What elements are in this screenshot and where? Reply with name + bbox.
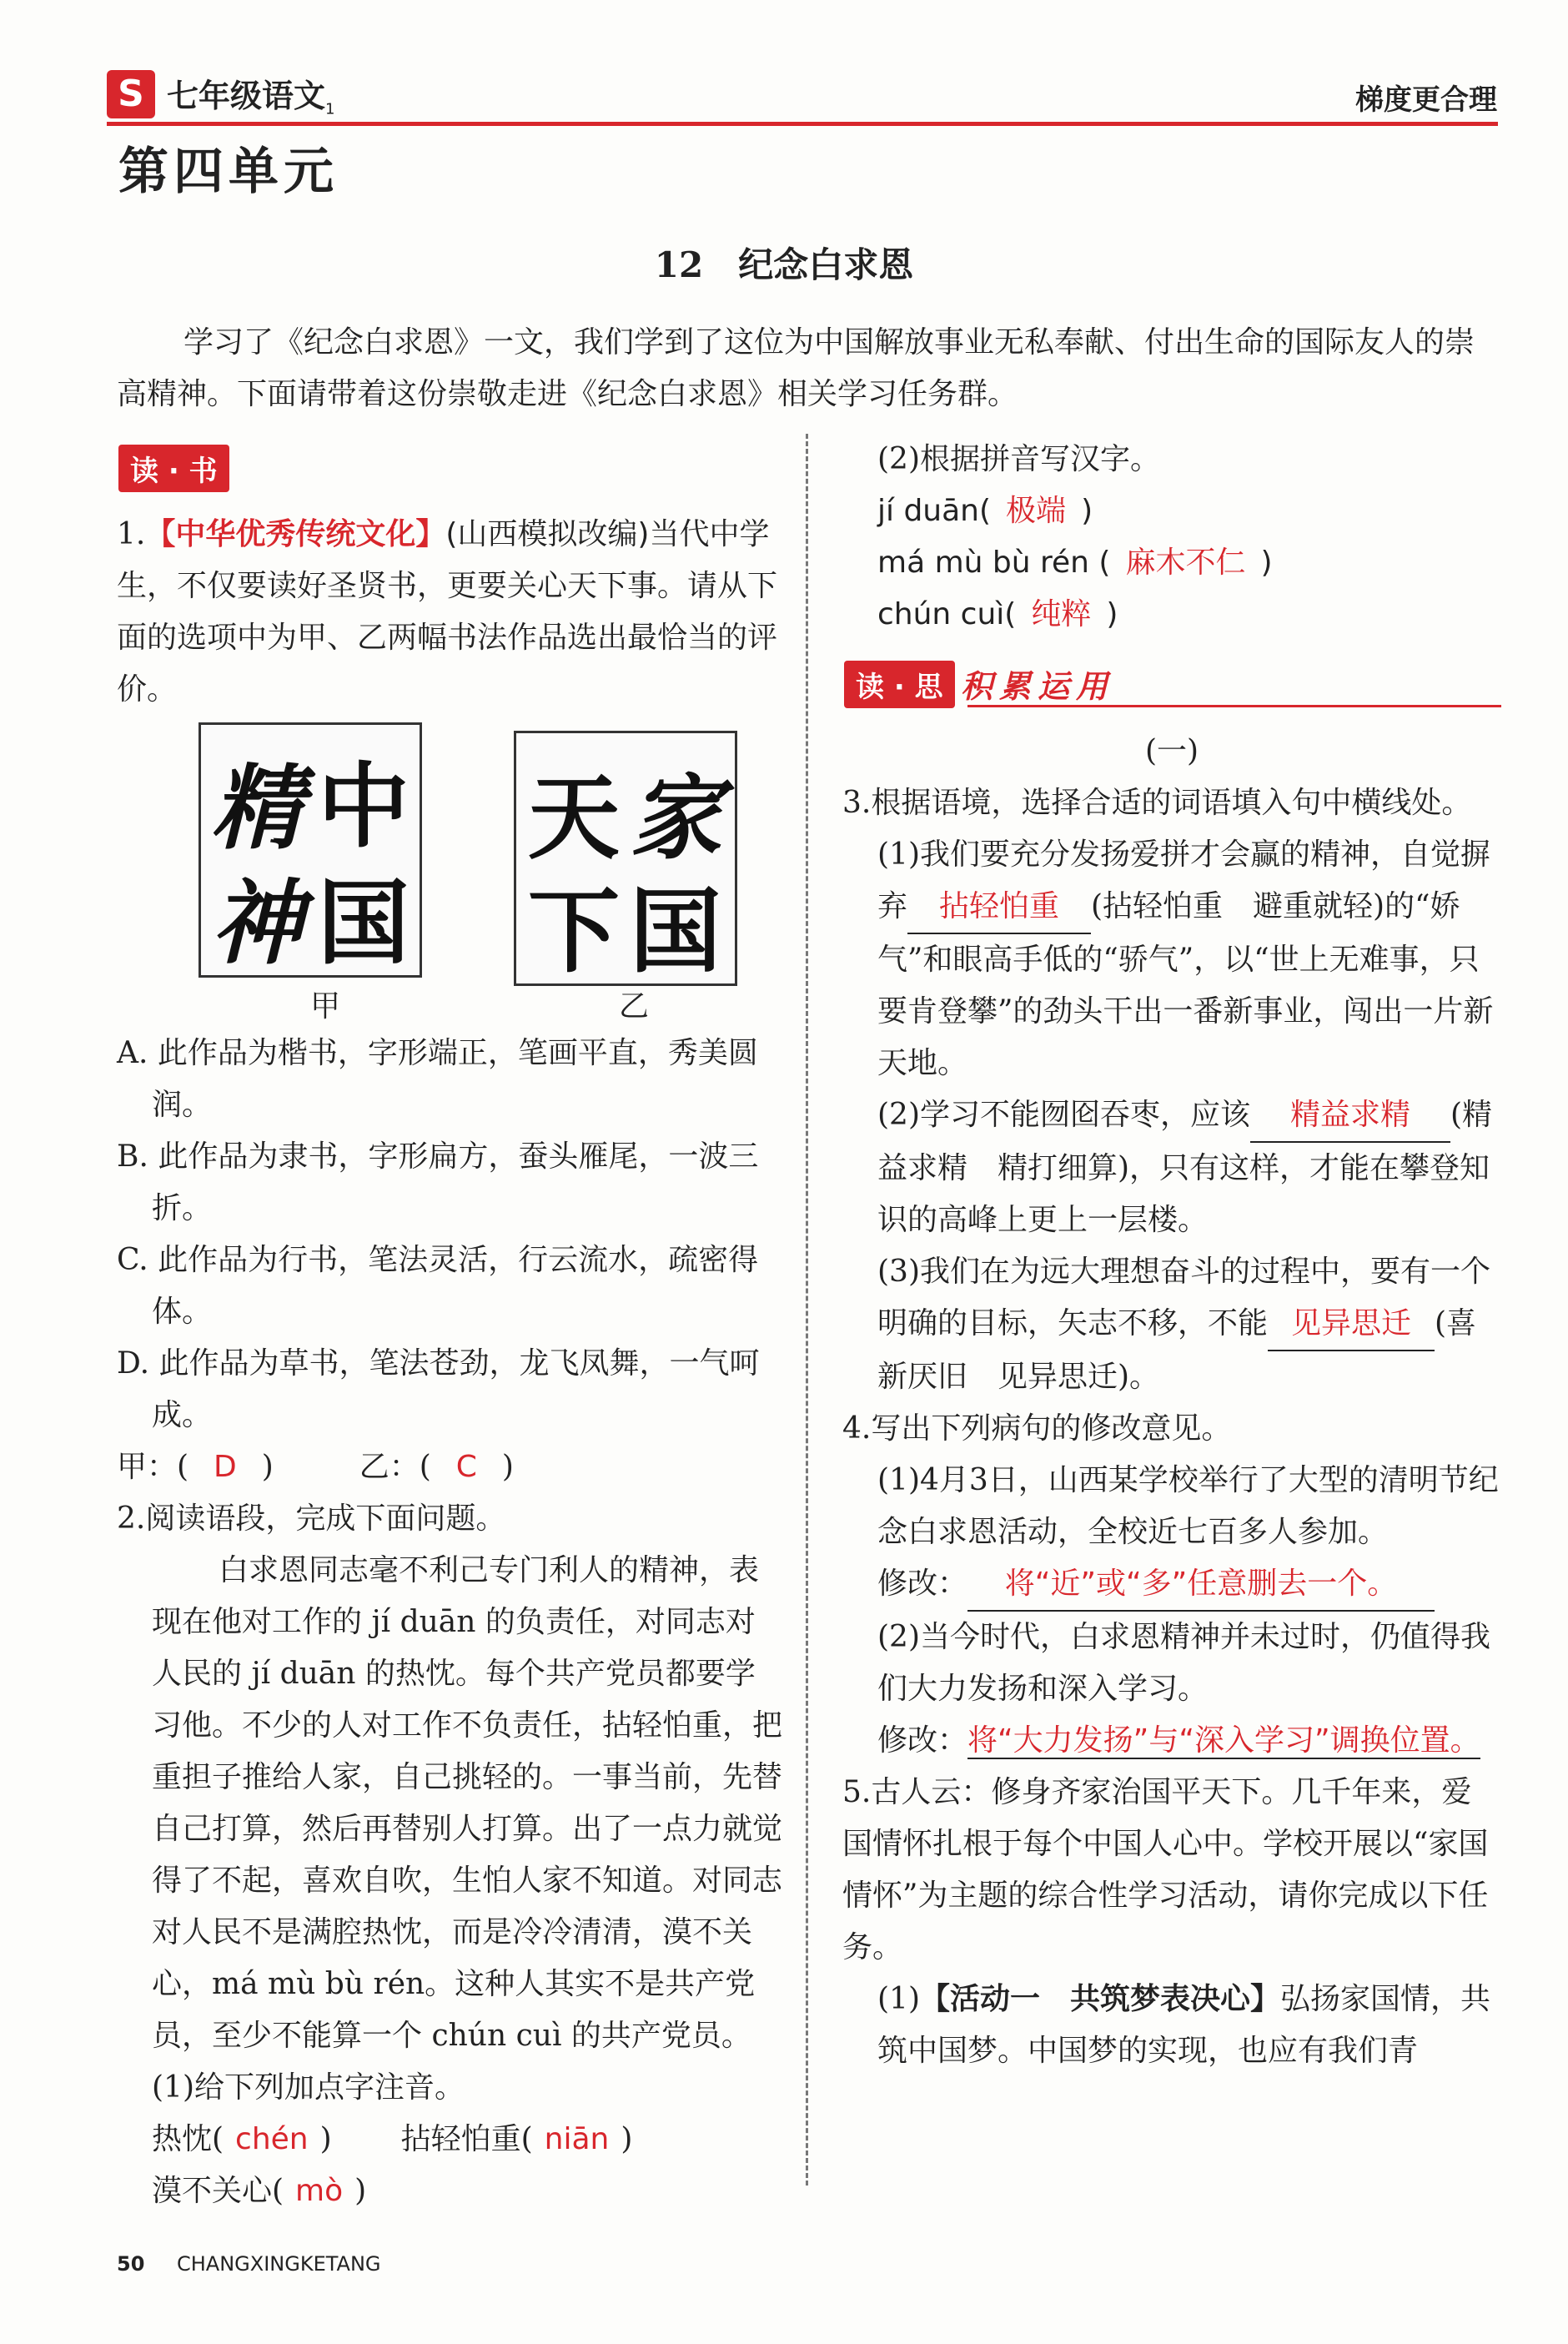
- calligraphy-image-yi: [514, 731, 737, 986]
- fix-answer-1: 将“近”或“多”任意删去一个。: [967, 1558, 1435, 1612]
- hanzi-answer-1: 极端: [1006, 494, 1067, 528]
- option-c: C. 此作品为行书，笔法灵活，行云流水，疏密得体。: [117, 1243, 759, 1329]
- q4-sentence-1: (1)4月3日，山西某学校举行了大型的清明节纪念白求恩活动，全校近七百多人参加。: [877, 1463, 1499, 1549]
- calligraphy-char: 下: [528, 878, 620, 985]
- q2-hanzi-1: jí duān( 极端 ): [877, 494, 1093, 528]
- word-3: 漠不关心(: [152, 2174, 284, 2208]
- answer-2: niān: [544, 2122, 610, 2156]
- caption-yi: 乙: [619, 989, 650, 1024]
- header-rule: [107, 122, 1498, 126]
- section-tag-apply: 积累运用: [961, 668, 1115, 705]
- question-3: [842, 777, 1501, 829]
- sentence-text: (精益求精 精打细算)，只有这样，才能在攀登知识的高峰上更上一层楼。: [877, 1098, 1493, 1237]
- right-column: [842, 434, 1501, 641]
- category-label: 【中华优秀传统文化】: [145, 517, 446, 551]
- section-tag-read-book: 读 · 书: [118, 445, 229, 492]
- calligraphy-char: 神: [211, 869, 303, 977]
- answer-label-jia: 甲：(: [117, 1450, 189, 1484]
- answer-close: ): [501, 1450, 514, 1484]
- calligraphy-char: 天: [528, 764, 620, 872]
- fill-answer-2: 精益求精: [1250, 1089, 1450, 1143]
- question-text: 写出下列病句的修改意见。: [871, 1411, 1232, 1446]
- pinyin-2: má mù bù rén (: [877, 546, 1111, 580]
- sentence-text: (喜新厌旧 见异思迁)。: [877, 1306, 1477, 1394]
- q2-hanzi-2: má mù bù rén ( 麻木不仁 ): [877, 546, 1273, 580]
- source-label: (山西模拟改编): [445, 517, 650, 551]
- calligraphy-char: 国: [318, 869, 410, 977]
- answer-3: mò: [295, 2174, 344, 2208]
- caption-jia: 甲: [310, 989, 341, 1024]
- option-list: [117, 1028, 784, 1441]
- activity-number: (1): [877, 1982, 920, 2016]
- section-tag-rule: [967, 705, 1501, 707]
- question-number: 3.: [842, 786, 872, 820]
- publisher-logo: S: [107, 70, 155, 118]
- page-number: 50: [117, 2252, 145, 2276]
- fix-label: 修改：: [877, 1723, 968, 1758]
- answer-yi: C: [455, 1450, 477, 1484]
- left-column-lower: [117, 1028, 784, 2217]
- calligraphy-char: 国: [630, 878, 721, 985]
- word-1: 热忱(: [152, 2122, 224, 2156]
- unit-title: 第四单元: [118, 143, 339, 201]
- lesson-title: 12 纪念白求恩: [654, 244, 914, 285]
- answer-close: ): [261, 1450, 274, 1484]
- q3-sentence-1: [842, 829, 1501, 1089]
- sentence-text: (1)我们要充分发扬爱拼才会赢的精神，自觉摒弃: [877, 838, 1490, 923]
- question-1: [117, 509, 784, 716]
- sentence-text: (2)学习不能囫囵吞枣，应该: [877, 1098, 1250, 1132]
- calligraphy-char: 中: [318, 752, 410, 860]
- q2-sub2: (2)根据拼音写汉字。: [877, 442, 1160, 476]
- q2-hanzi-3: chún cuì( 纯粹 ): [877, 597, 1118, 631]
- sentence-text: (拈轻怕重 避重就轻)的“娇气”和眼高手低的“骄气”，以“世上无难事，只要肯登攀”的劲头干出一番新事业，闯出一片新天地。: [877, 889, 1494, 1080]
- q2-pinyin-row-2: 漠不关心( mò ): [152, 2174, 367, 2208]
- calligraphy-char: 精: [211, 754, 303, 862]
- pinyin-3: chún cuì(: [877, 597, 1017, 631]
- left-column: [117, 509, 784, 716]
- q4-fix-2: [842, 1715, 1501, 1767]
- q1-answers: [117, 1441, 784, 1493]
- section-tag-read-think: 读 · 思: [844, 661, 955, 708]
- q3-sentence-3: [842, 1246, 1501, 1403]
- q4-fix-1: [842, 1558, 1501, 1612]
- q3-sentence-2: [842, 1089, 1501, 1246]
- q5-activity-1: [842, 1974, 1501, 2077]
- pinyin-1: jí duān(: [877, 494, 992, 528]
- question-number: 4.: [842, 1411, 872, 1446]
- q4-sentence-2: (2)当今时代，白求恩精神并未过时，仍值得我们大力发扬和深入学习。: [877, 1620, 1490, 1706]
- fix-label: 修改：: [877, 1567, 968, 1601]
- answer-label-yi: 乙：(: [359, 1450, 431, 1484]
- question-2: [117, 1493, 784, 1545]
- q2-passage: 白求恩同志毫不利己专门利人的精神，表现在他对工作的 jí duān 的负责任，对同志对人民的 jí duān 的热忱。每个共产党员都要学习他。不少的人对工作不负责任，拈轻怕重，把重担子推给人家，自己挑轻的。一事当前，先替自己打算，然后再替别人打算。出了一点力就觉得了不起，喜欢自吹，生怕人家不知道。对同志对人民不是满腔热忱，而是冷冷清清，漠不关心，má mù bù rén。这种人其实不是共产党员，至少不能算一个 chún cuì 的共产党员。: [152, 1553, 783, 2053]
- question-4: [842, 1403, 1501, 1455]
- fill-answer-3: 见异思迁: [1268, 1298, 1435, 1351]
- footer-brand: CHANGXINGKETANG: [177, 2252, 381, 2276]
- answer-jia: D: [214, 1450, 237, 1484]
- option-d: D. 此作品为草书，笔法苍劲，龙飞凤舞，一气呵成。: [117, 1346, 760, 1432]
- q2-pinyin-row-1: 热忱( chén ) 拈轻怕重( niān ): [152, 2122, 633, 2156]
- hanzi-answer-3: 纯粹: [1031, 597, 1092, 631]
- calligraphy-image-jia: [199, 722, 422, 978]
- question-text: 阅读语段，完成下面问题。: [145, 1501, 506, 1536]
- q2-sub1: (1)给下列加点字注音。: [152, 2070, 465, 2105]
- activity-text: 弘扬家国情，共筑中国梦。中国梦的实现，也应有我们青: [877, 1982, 1491, 2068]
- header-slogan: 梯度更合理: [1355, 83, 1497, 117]
- question-text: 当代中学生，不仅要读好圣贤书，更要关心天下事。请从下面的选项中为甲、乙两幅书法作品选出最恰当的评价。: [117, 517, 778, 707]
- column-divider: [806, 434, 808, 2186]
- question-number: 2.: [117, 1501, 146, 1536]
- right-column-lower: [842, 726, 1501, 2077]
- fill-answer-1: 拈轻怕重: [907, 881, 1091, 934]
- book-title: 七年级语文$_1$: [167, 78, 335, 118]
- option-b: B. 此作品为隶书，字形扁方，蚕头雁尾，一波三折。: [117, 1139, 759, 1225]
- calligraphy-char: 家: [630, 764, 721, 872]
- option-a: A. 此作品为楷书，字形端正，笔画平直，秀美圆润。: [117, 1036, 758, 1122]
- word-2: 拈轻怕重(: [400, 2122, 533, 2156]
- hanzi-answer-2: 麻木不仁: [1125, 546, 1246, 580]
- question-text: 古人云：修身齐家治国平天下。几千年来，爱国情怀扎根于每个中国人心中。学校开展以“家国情怀”为主题的综合性学习活动，请你完成以下任务。: [842, 1775, 1489, 1964]
- fix-answer-2: 将“大力发扬”与“深入学习”调换位置。: [967, 1723, 1480, 1758]
- question-5: [842, 1767, 1501, 1974]
- question-number: 1.: [117, 517, 146, 551]
- section-one-heading: (一): [1144, 734, 1199, 768]
- question-text: 根据语境，选择合适的词语填入句中横线处。: [871, 786, 1472, 820]
- intro-paragraph: 学习了《纪念白求恩》一文，我们学到了这位为中国解放事业无私奉献、付出生命的国际友人的崇高精神。下面请带着这份崇敬走进《纪念白求恩》相关学习任务群。: [117, 325, 1475, 411]
- sentence-text: (3)我们在为远大理想奋斗的过程中，要有一个明确的目标，矢志不移，不能: [877, 1255, 1490, 1341]
- question-number: 5.: [842, 1775, 872, 1809]
- activity-label: 【活动一 共筑梦表决心】: [920, 1982, 1281, 2016]
- answer-1: chén: [235, 2122, 309, 2156]
